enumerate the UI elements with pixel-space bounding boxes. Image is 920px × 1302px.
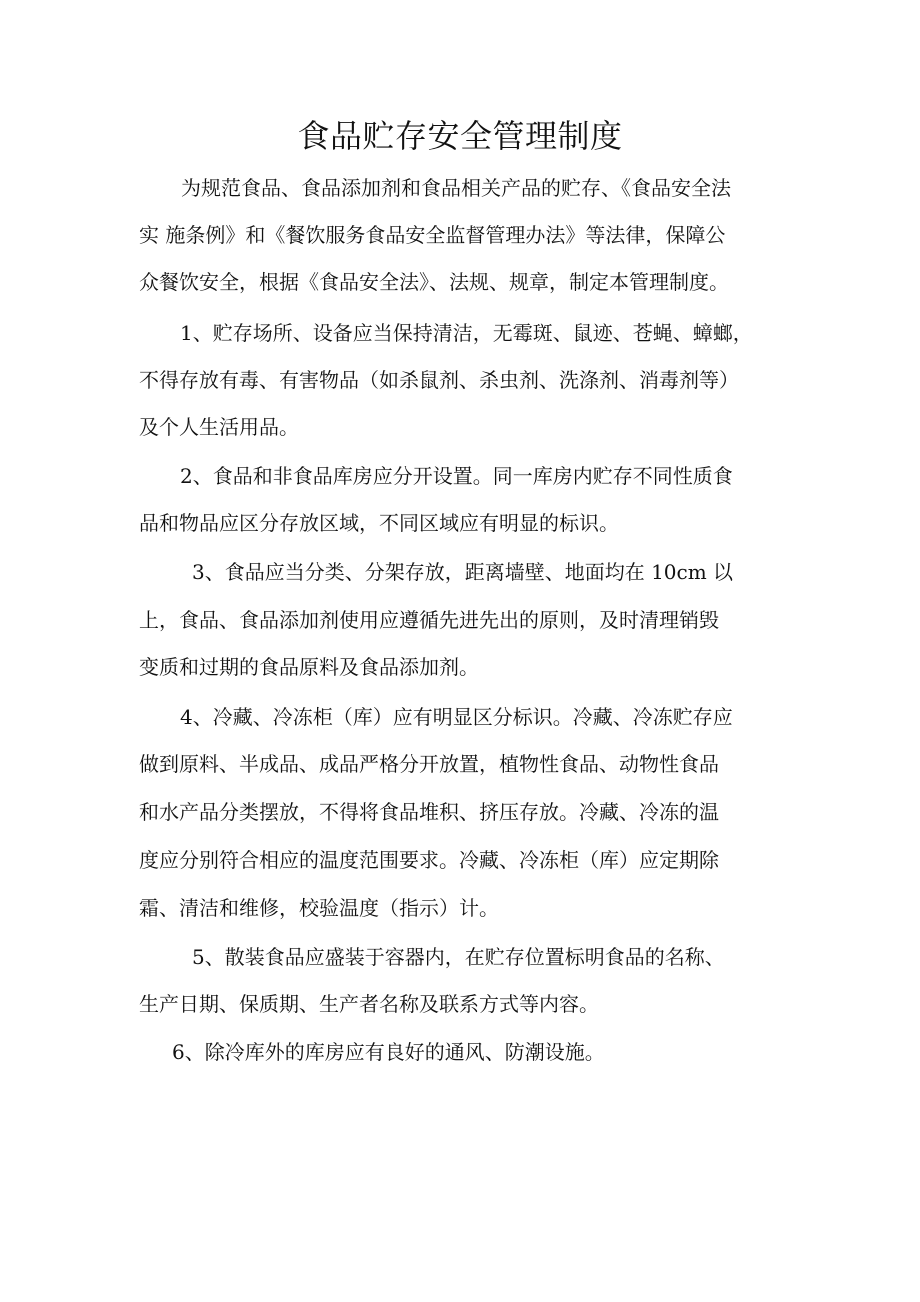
item-4-line-3: 和水产品分类摆放，不得将食品堆积、挤压存放。冷藏、冷冻的温	[139, 800, 719, 824]
item-3-line-1: 3、食品应当分类、分架存放，距离墙壁、地面均在 10cm 以	[192, 560, 734, 584]
item-1-line-1: 1、贮存场所、设备应当保持清洁，无霉斑、鼠迹、苍蝇、蟑螂，	[180, 321, 753, 345]
intro-line-2: 实 施条例》和《餐饮服务食品安全监督管理办法》等法律，保障公	[139, 223, 726, 247]
item-4-line-1: 4、冷藏、冷冻柜（库）应有明显区分标识。冷藏、冷冻贮存应	[180, 705, 733, 729]
item-3-line-3: 变质和过期的食品原料及食品添加剂。	[139, 655, 479, 679]
item-2-line-2: 品和物品应区分存放区域，不同区域应有明显的标识。	[139, 511, 619, 535]
intro-line-3: 众餐饮安全，根据《食品安全法》、法规、规章，制定本管理制度。	[139, 270, 729, 294]
item-1-line-2: 不得存放有毒、有害物品（如杀鼠剂、杀虫剂、洗涤剂、消毒剂等）	[139, 368, 739, 392]
item-4-line-4: 度应分别符合相应的温度范围要求。冷藏、冷冻柜（库）应定期除	[139, 848, 719, 872]
document-title: 食品贮存安全管理制度	[297, 117, 623, 155]
item-5-line-2: 生产日期、保质期、生产者名称及联系方式等内容。	[139, 992, 599, 1016]
item-4-line-2: 做到原料、半成品、成品严格分开放置，植物性食品、动物性食品	[139, 752, 719, 776]
item-5-line-1: 5、散装食品应盛装于容器内，在贮存位置标明食品的名称、	[192, 945, 725, 969]
intro-line-1: 为规范食品、食品添加剂和食品相关产品的贮存、《食品安全法	[181, 176, 731, 200]
item-1-line-3: 及个人生活用品。	[139, 415, 299, 439]
item-4-line-5: 霜、清洁和维修，校验温度（指示）计。	[139, 896, 499, 920]
item-3-line-2: 上，食品、食品添加剂使用应遵循先进先出的原则，及时清理销毁	[139, 608, 719, 632]
item-6-line-1: 6、除冷库外的库房应有良好的通风、防潮设施。	[172, 1040, 605, 1064]
item-2-line-1: 2、食品和非食品库房应分开设置。同一库房内贮存不同性质食	[180, 464, 733, 488]
